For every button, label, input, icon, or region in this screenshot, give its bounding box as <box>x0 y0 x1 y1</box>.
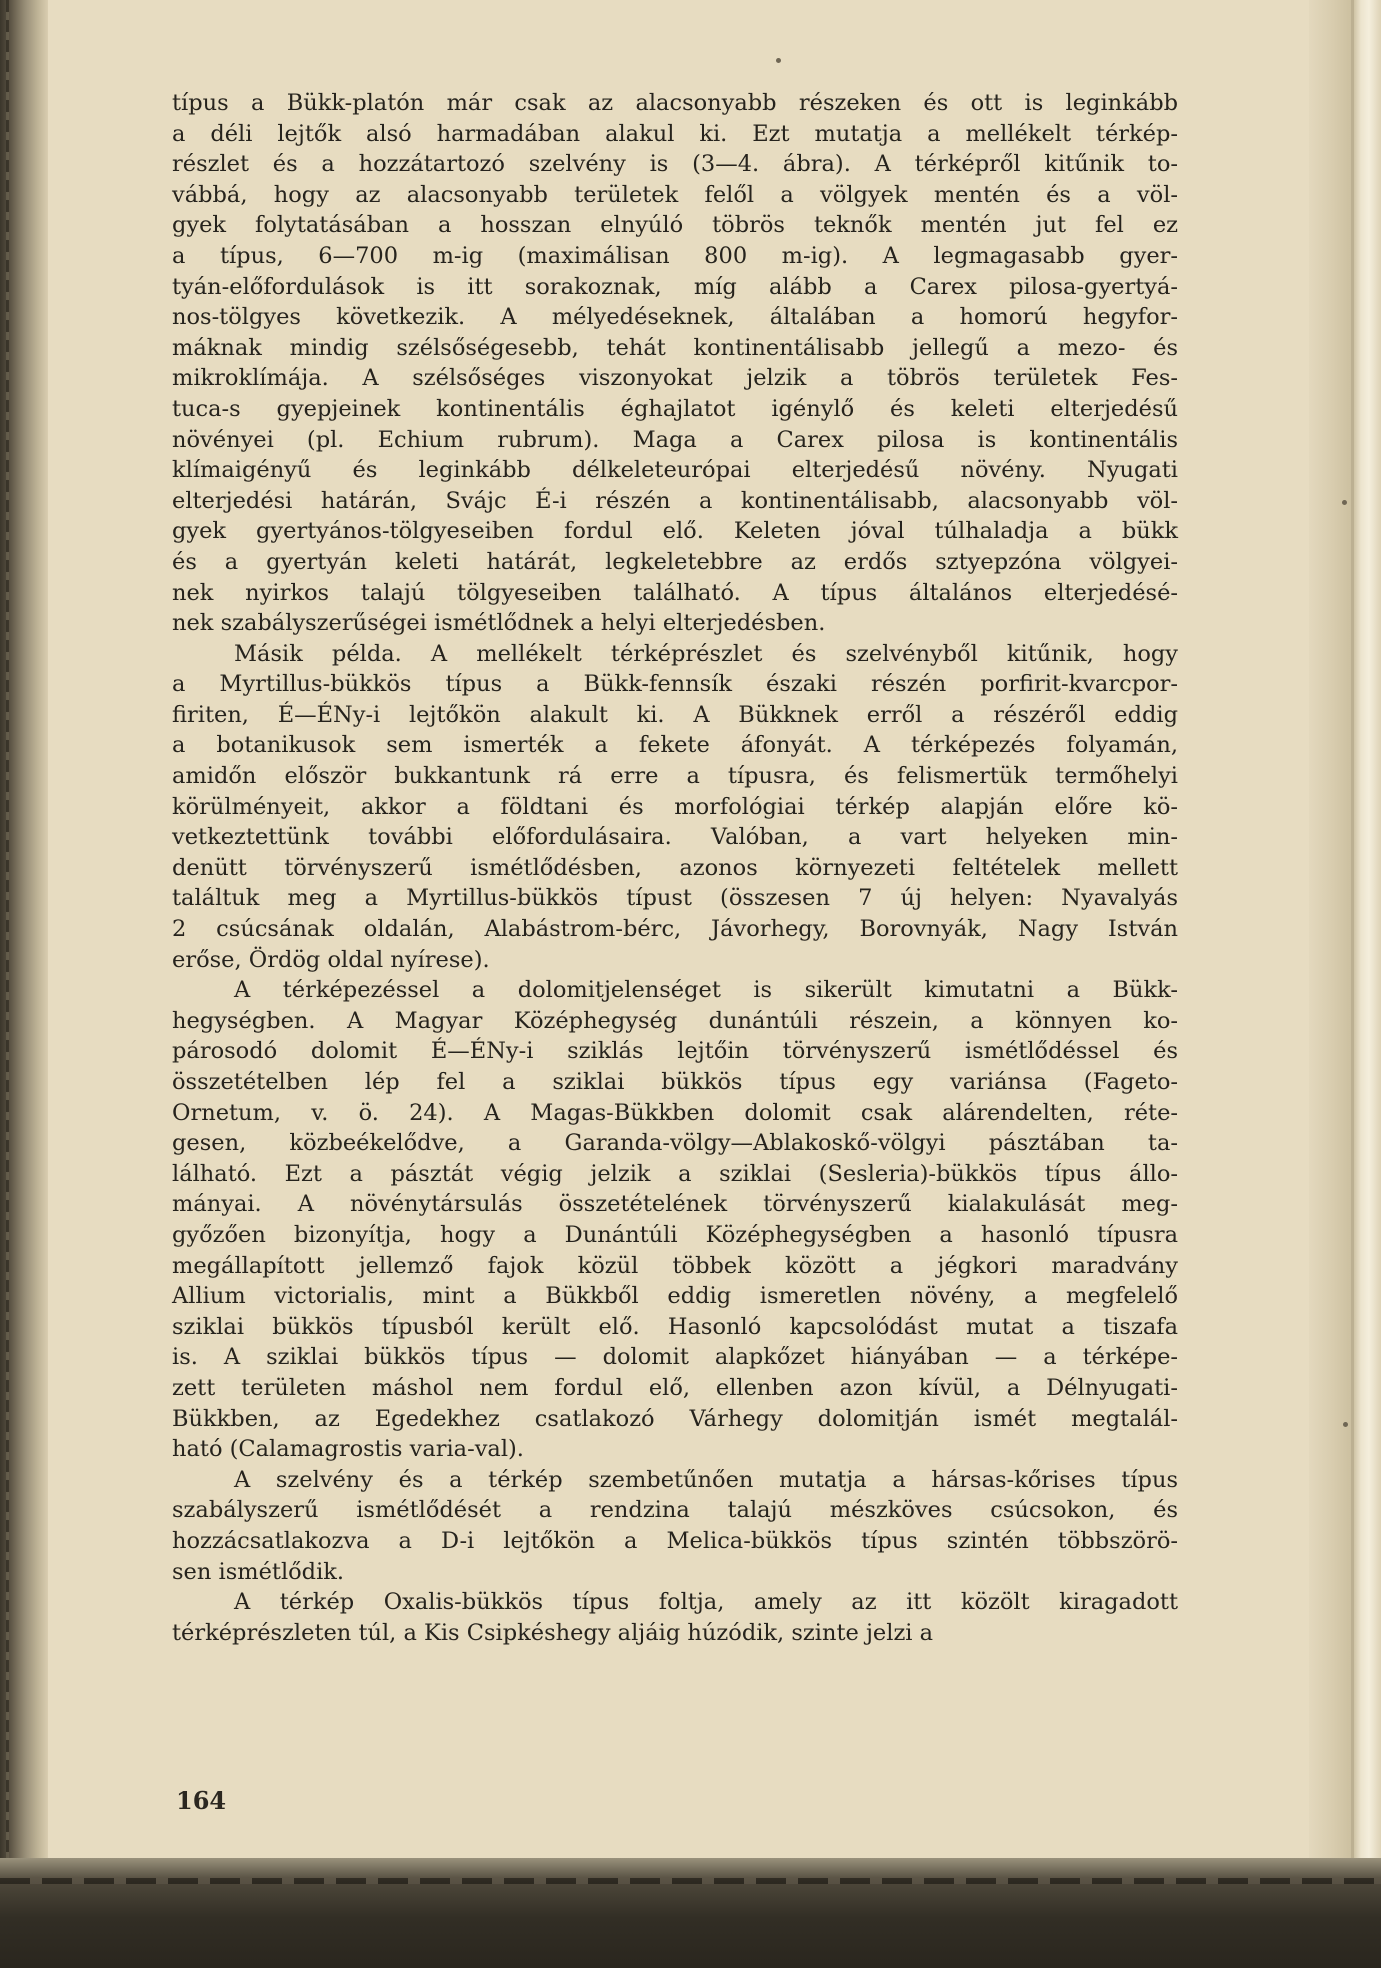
text-line: növényei (pl. Echium rubrum). Maga a Carex pilosa is kontinentális <box>172 426 1178 453</box>
text-line: részlet és a hozzátartozó szelvény is (3—4. ábra). A térképről kitűnik to- <box>172 151 1178 178</box>
paper-speck <box>776 58 781 63</box>
text-line: párosodó dolomit É—ÉNy-i sziklás lejtőin törvényszerű ismétlődéssel és <box>172 1038 1178 1065</box>
text-line: máknak mindig szélsőségesebb, tehát kontinentálisabb jellegű a mezo- és <box>172 334 1178 361</box>
text-line: mányai. A növénytársulás összetételének törvényszerű kialakulását meg- <box>172 1191 1178 1218</box>
text-line: a botanikusok sem ismerték a fekete áfonyát. A térképezés folyamán, <box>172 732 1178 759</box>
scan-bottom-shadow <box>0 1858 1381 1968</box>
page-right-edge <box>1309 0 1381 1968</box>
text-line: 2 csúcsának oldalán, Alabástrom-bérc, Jávorhegy, Borovnyák, Nagy István <box>172 916 1178 943</box>
text-line: Bükkben, az Egedekhez csatlakozó Várhegy dolomitján ismét megtalál- <box>172 1405 1178 1432</box>
text-line: tyán-előfordulások is itt sorakoznak, míg alább a Carex pilosa-gyertyá- <box>172 273 1178 300</box>
paragraph <box>172 639 1178 976</box>
paragraph <box>172 88 1178 639</box>
text-line: a déli lejtők alsó harmadában alakul ki. Ezt mutatja a mellékelt térkép- <box>172 120 1178 147</box>
text-line: megállapított jellemző fajok közül többek között a jégkori maradvány <box>172 1252 1178 1279</box>
text-line: is. A sziklai bükkös típus — dolomit alapkőzet hiányában — a térképe- <box>172 1344 1178 1371</box>
paragraph <box>172 1587 1178 1648</box>
text-line: zett területen máshol nem fordul elő, ellenben azon kívül, a Délnyugati- <box>172 1374 1178 1401</box>
text-line: nek nyirkos talajú tölgyeseiben található. A típus általános elterjedésé- <box>172 579 1178 606</box>
text-line: hegységben. A Magyar Középhegység dunántúli részein, a könnyen ko- <box>172 1007 1178 1034</box>
page-number: 164 <box>176 1786 227 1815</box>
text-line: erőse, Ördög oldal nyírese). <box>172 946 490 973</box>
text-line: elterjedési határán, Svájc É-i részén a kontinentálisabb, alacsonyabb völ- <box>172 487 1178 514</box>
paper-speck <box>1343 1422 1348 1427</box>
text-line: lálható. Ezt a pásztát végig jelzik a sziklai (Sesleria)-bükkös típus állo- <box>172 1160 1178 1187</box>
text-line: nek szabályszerűségei ismétlődnek a helyi elterjedésben. <box>172 610 826 637</box>
text-line: vábbá, hogy az alacsonyabb területek felől a völgyek mentén és a völ- <box>172 181 1178 208</box>
text-line: mikroklímája. A szélsőséges viszonyokat jelzik a töbrös területek Fes- <box>172 365 1178 392</box>
page-edge-strip <box>1351 0 1354 1968</box>
text-line: denütt törvényszerű ismétlődésben, azonos környezeti feltételek mellett <box>172 854 1178 881</box>
text-line: ható (Calamagrostis varia-val). <box>172 1436 524 1463</box>
text-line: Másik példa. A mellékelt térképrészlet és szelvényből kitűnik, hogy <box>234 640 1178 667</box>
text-line: körülményeit, akkor a földtani és morfológiai térkép alapján előre kö- <box>172 793 1178 820</box>
text-line: A térképezéssel a dolomitjelenséget is sikerült kimutatni a Bükk- <box>234 977 1178 1004</box>
book-binding-edge <box>0 0 48 1968</box>
text-line: vetkeztettünk további előfordulásaira. Valóban, a vart helyeken min- <box>172 824 1178 851</box>
text-line: a Myrtillus-bükkös típus a Bükk-fennsík északi részén porfirit-kvarcpor- <box>172 671 1178 698</box>
text-line: gyek folytatásában a hosszan elnyúló töbrös teknők mentén jut fel ez <box>172 212 1178 239</box>
text-line: típus a Bükk-platón már csak az alacsonyabb részeken és ott is leginkább <box>172 90 1178 116</box>
text-line: A térkép Oxalis-bükkös típus foltja, amely az itt közölt kiragadott <box>234 1589 1178 1616</box>
text-line: gesen, közbeékelődve, a Garanda-völgy—Ablakoskő-völgyi pásztában ta- <box>172 1130 1178 1157</box>
text-line: szabályszerű ismétlődését a rendzina talajú mészköves csúcsokon, és <box>172 1497 1178 1524</box>
text-line: sen ismétlődik. <box>172 1558 345 1585</box>
paragraph <box>172 975 1178 1465</box>
paragraph <box>172 1465 1178 1587</box>
text-line: tuca-s gyepjeinek kontinentális éghajlatot igénylő és keleti elterjedésű <box>172 395 1178 422</box>
text-line: a típus, 6—700 m-ig (maximálisan 800 m-ig). A legmagasabb gyer- <box>172 242 1178 269</box>
text-line: hozzácsatlakozva a D-i lejtőkön a Melica-bükkös típus szintén többszörö- <box>172 1527 1178 1554</box>
text-line: firiten, É—ÉNy-i lejtőkön alakult ki. A Bükknek erről a részéről eddig <box>172 701 1178 728</box>
text-line: A szelvény és a térkép szembetűnően mutatja a hársas-kőrises típus <box>234 1466 1178 1493</box>
text-line: és a gyertyán keleti határát, legkeletebbre az erdős sztyepzóna völgyei- <box>172 548 1178 575</box>
text-line: Allium victorialis, mint a Bükkből eddig ismeretlen növény, a megfelelő <box>172 1283 1178 1310</box>
text-line: gyek gyertyános-tölgyeseiben fordul elő. Keleten jóval túlhaladja a bükk <box>172 518 1178 545</box>
text-line: győzően bizonyítja, hogy a Dunántúli Középhegységben a hasonló típusra <box>172 1221 1178 1248</box>
text-line: sziklai bükkös típusból került elő. Hasonló kapcsolódást mutat a tiszafa <box>172 1313 1178 1340</box>
text-line: Ornetum, v. ö. 24). A Magas-Bükkben dolomit csak alárendelten, réte- <box>172 1099 1178 1126</box>
text-line: amidőn először bukkantunk rá erre a típusra, és felismertük termőhelyi <box>172 763 1178 790</box>
text-line: találtuk meg a Myrtillus-bükkös típust (összesen 7 új helyen: Nyavalyás <box>172 885 1178 912</box>
text-line: összetételben lép fel a sziklai bükkös típus egy variánsa (Fageto- <box>172 1069 1178 1095</box>
paper-speck <box>1342 500 1347 505</box>
text-line: klímaigényű és leginkább délkeleteurópai elterjedésű növény. Nyugati <box>172 457 1178 484</box>
text-line: nos-tölgyes következik. A mélyedéseknek, általában a homorú hegyfor- <box>172 304 1178 331</box>
body-text <box>172 88 1178 1648</box>
text-line: térképrészleten túl, a Kis Csipkéshegy aljáig húzódik, szinte jelzi a <box>172 1619 934 1646</box>
